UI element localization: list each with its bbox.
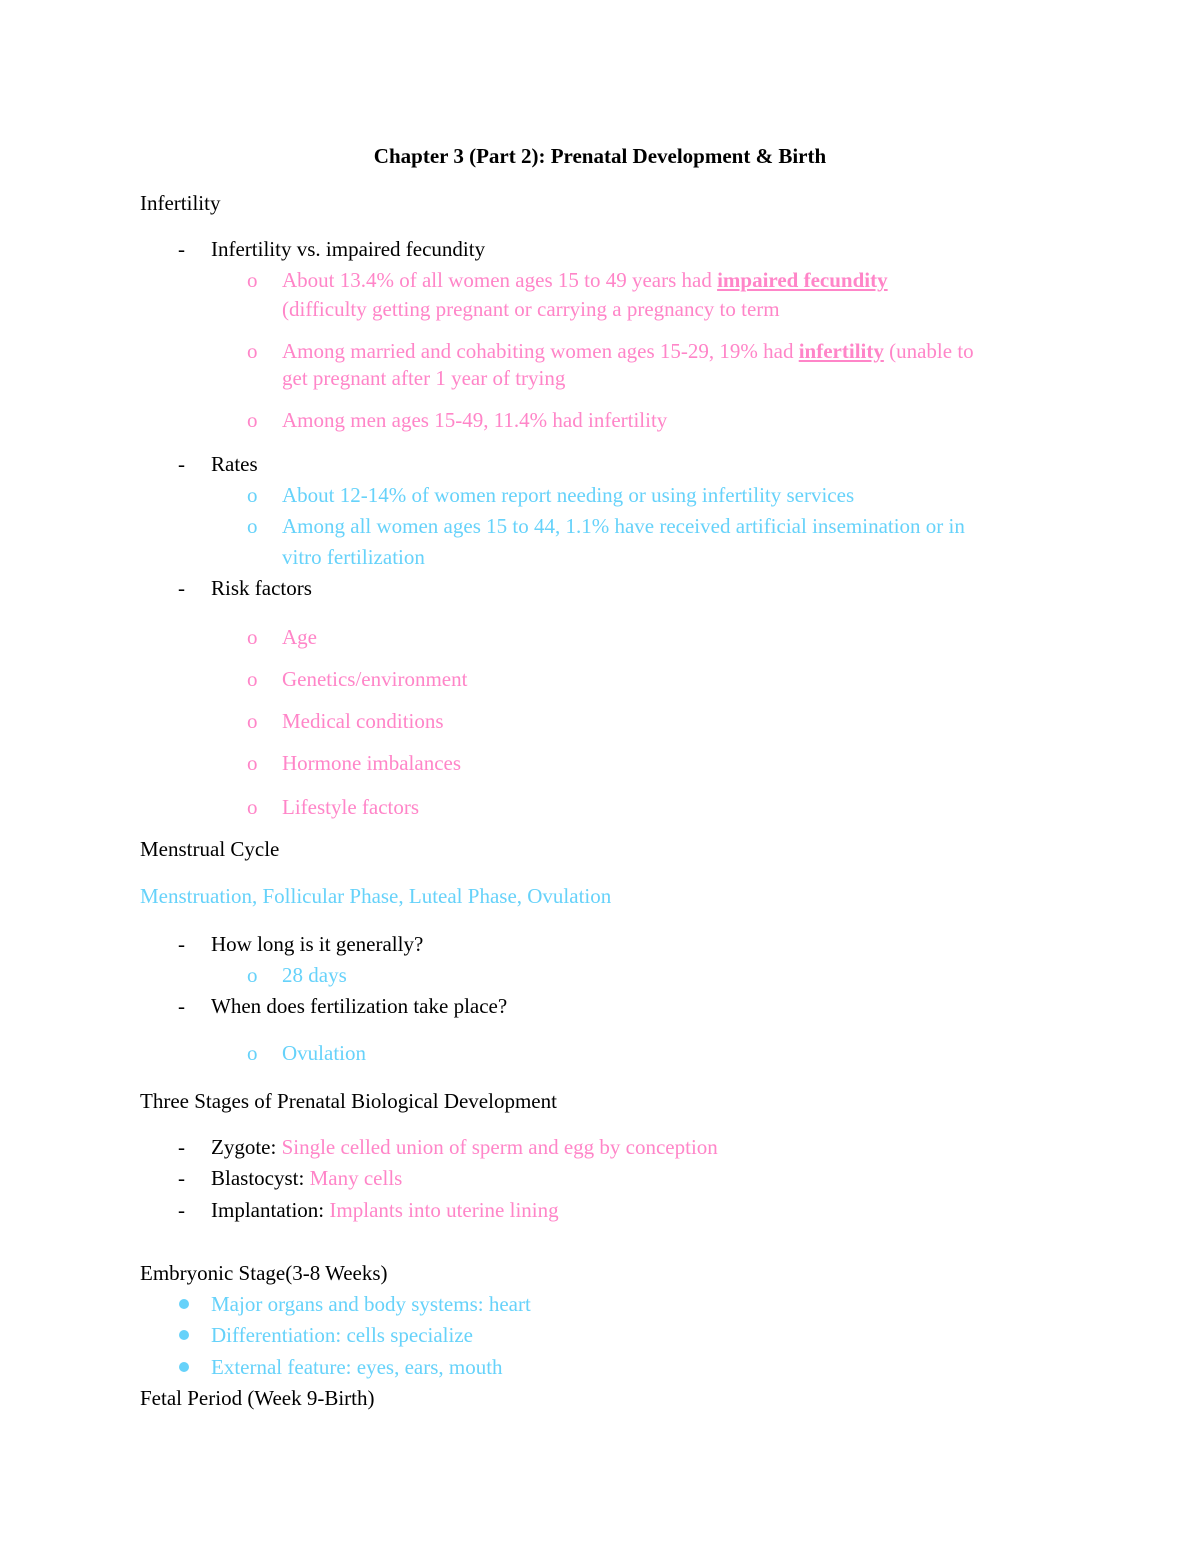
list-item-continuation: get pregnant after 1 year of trying	[282, 366, 566, 390]
dash-bullet: -	[178, 1198, 185, 1222]
circle-bullet-icon: o	[247, 1041, 258, 1065]
disc-bullet-icon	[179, 1299, 189, 1309]
list-item: Ovulation	[282, 1041, 366, 1065]
circle-bullet-icon: o	[247, 339, 258, 363]
dash-bullet: -	[178, 994, 185, 1018]
text: (unable to	[883, 339, 974, 363]
term-infertility: infertility	[798, 339, 884, 363]
dash-bullet: -	[178, 1166, 185, 1190]
list-item	[211, 1198, 559, 1222]
list-item: About 12-14% of women report needing or using infertility services	[282, 483, 855, 507]
list-item: Lifestyle factors	[282, 795, 420, 819]
section-heading-menstrual: Menstrual Cycle	[140, 837, 280, 861]
term-impaired-fecundity: impaired fecundity	[717, 268, 888, 292]
list-item: Among all women ages 15 to 44, 1.1% have received artificial insemination or in	[282, 514, 965, 538]
circle-bullet-icon: o	[247, 795, 258, 819]
list-item: Among men ages 15-49, 11.4% had infertility	[282, 408, 668, 432]
section-heading-fetal: Fetal Period (Week 9-Birth)	[140, 1386, 375, 1410]
dash-bullet: -	[178, 1135, 185, 1159]
page-title: Chapter 3 (Part 2): Prenatal Development & Birth	[373, 144, 827, 168]
dash-bullet: -	[178, 452, 185, 476]
list-item: Major organs and body systems: heart	[211, 1292, 531, 1316]
list-item	[211, 1135, 718, 1159]
list-item	[282, 339, 974, 363]
circle-bullet-icon: o	[247, 667, 258, 691]
section-heading-stages: Three Stages of Prenatal Biological Development	[140, 1089, 557, 1113]
label: Blastocyst:	[211, 1166, 310, 1190]
list-item: Risk factors	[211, 576, 312, 600]
dash-bullet: -	[178, 237, 185, 261]
desc: Many cells	[309, 1166, 403, 1190]
label: Zygote:	[211, 1135, 282, 1159]
label: Implantation:	[211, 1198, 330, 1222]
section-heading-infertility: Infertility	[140, 191, 221, 215]
circle-bullet-icon: o	[247, 751, 258, 775]
circle-bullet-icon: o	[247, 483, 258, 507]
list-item: External feature: eyes, ears, mouth	[211, 1355, 503, 1379]
disc-bullet-icon	[179, 1330, 189, 1340]
circle-bullet-icon: o	[247, 625, 258, 649]
text: Among married and cohabiting women ages 15-29, 19% had	[282, 339, 799, 363]
list-item: 28 days	[282, 963, 347, 987]
circle-bullet-icon: o	[247, 268, 258, 292]
list-item: Genetics/environment	[282, 667, 468, 691]
list-item-continuation: (difficulty getting pregnant or carrying a pregnancy to term	[282, 297, 780, 321]
list-item: Age	[282, 625, 317, 649]
dash-bullet: -	[178, 576, 185, 600]
desc: Single celled union of sperm and egg by conception	[281, 1135, 718, 1159]
dash-bullet: -	[178, 932, 185, 956]
circle-bullet-icon: o	[247, 963, 258, 987]
list-item	[282, 268, 888, 292]
circle-bullet-icon: o	[247, 709, 258, 733]
circle-bullet-icon: o	[247, 514, 258, 538]
text: About 13.4% of all women ages 15 to 49 years had	[282, 268, 718, 292]
list-item-continuation: vitro fertilization	[282, 545, 425, 569]
list-item: When does fertilization take place?	[211, 994, 508, 1018]
disc-bullet-icon	[179, 1362, 189, 1372]
phases-text: Menstruation, Follicular Phase, Luteal Phase, Ovulation	[140, 884, 612, 908]
list-item: Rates	[211, 452, 258, 476]
section-heading-embryonic: Embryonic Stage(3-8 Weeks)	[140, 1261, 388, 1285]
list-item: Infertility vs. impaired fecundity	[211, 237, 486, 261]
circle-bullet-icon: o	[247, 408, 258, 432]
list-item: How long is it generally?	[211, 932, 424, 956]
list-item	[211, 1166, 402, 1190]
list-item: Hormone imbalances	[282, 751, 462, 775]
list-item: Medical conditions	[282, 709, 444, 733]
list-item: Differentiation: cells specialize	[211, 1323, 473, 1347]
desc: Implants into uterine lining	[329, 1198, 559, 1222]
